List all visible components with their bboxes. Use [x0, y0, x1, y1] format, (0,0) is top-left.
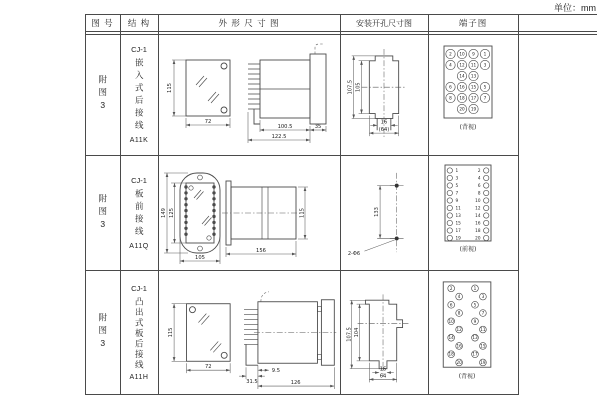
- mounting-drawing-a11q: [340, 157, 428, 270]
- svg-text:13: 13: [472, 335, 478, 341]
- svg-text:15: 15: [470, 84, 477, 90]
- svg-text:11: 11: [470, 62, 477, 68]
- terminal-diagram-a11k: [428, 38, 518, 153]
- svg-text:10: 10: [475, 198, 481, 204]
- svg-text:8: 8: [477, 190, 481, 196]
- structure-row1: [120, 34, 158, 155]
- svg-text:12: 12: [456, 327, 462, 333]
- svg-text:11: 11: [455, 205, 461, 211]
- svg-text:9: 9: [472, 51, 475, 57]
- structure-text-row3: 凸出式板后接线: [134, 296, 145, 371]
- svg-text:20: 20: [456, 359, 462, 365]
- svg-text:5: 5: [483, 84, 487, 90]
- dim-cutout-outer-height: 107.5: [347, 79, 354, 95]
- svg-text:2: 2: [477, 168, 481, 174]
- outline-drawing-a11h: [158, 270, 338, 394]
- svg-text:6: 6: [449, 84, 452, 90]
- code-row1: A11K: [129, 137, 149, 144]
- screw-bottom: [198, 246, 203, 251]
- mounting-hole-top: [395, 184, 399, 188]
- svg-text:8: 8: [449, 95, 452, 101]
- header-outline: 外 形 尺 寸 图: [218, 18, 280, 28]
- svg-text:8: 8: [457, 310, 461, 316]
- terminal-circles: [446, 49, 490, 113]
- dim-front-width: 105: [195, 255, 205, 261]
- structure-text-row1: 嵌入式后接线: [134, 58, 145, 133]
- hatch-marks: [196, 76, 219, 103]
- unit-label: 单位：mm: [554, 3, 596, 13]
- terminal-view-label: (背视): [458, 373, 476, 381]
- terminal-view-label: (背视): [459, 124, 477, 131]
- svg-text:13: 13: [455, 213, 461, 219]
- terminal-diagram-a11h: [428, 270, 518, 394]
- svg-text:6: 6: [449, 302, 453, 308]
- dim-total-depth: 126: [290, 380, 301, 387]
- leader-line: [364, 240, 394, 251]
- hole-spec-label: 2-Φ6: [347, 251, 361, 258]
- model-row1: CJ-1: [131, 45, 147, 54]
- svg-text:4: 4: [457, 294, 461, 300]
- svg-text:16: 16: [475, 220, 481, 226]
- svg-text:20: 20: [475, 235, 481, 241]
- header-mounting: 安装开孔尺寸图: [356, 18, 412, 28]
- svg-text:5: 5: [473, 302, 477, 308]
- svg-text:7: 7: [455, 190, 459, 196]
- svg-text:4: 4: [477, 175, 481, 181]
- svg-text:10: 10: [448, 318, 454, 324]
- svg-text:10: 10: [459, 51, 465, 57]
- structure-row2: [120, 156, 158, 270]
- svg-text:17: 17: [455, 228, 461, 234]
- terminal-fins: [248, 64, 260, 109]
- header-structure: 结 构: [127, 18, 151, 28]
- dim-front-height: 115: [167, 83, 173, 93]
- outline-drawing-a11k: [158, 38, 338, 153]
- dim-slot-width: 16: [379, 366, 387, 373]
- svg-text:15: 15: [480, 343, 486, 349]
- svg-text:1: 1: [473, 285, 477, 291]
- dashed-hook: [261, 292, 269, 302]
- svg-text:15: 15: [455, 220, 461, 226]
- table-right-border: [518, 14, 519, 395]
- svg-text:14: 14: [475, 213, 481, 219]
- dim-outer-height: 149: [161, 208, 167, 218]
- svg-text:16: 16: [459, 84, 465, 90]
- terminal-circles: [448, 285, 486, 366]
- svg-text:19: 19: [455, 235, 461, 241]
- svg-text:17: 17: [472, 351, 478, 357]
- svg-text:2: 2: [449, 285, 453, 291]
- mounting-drawing-a11h: [340, 270, 428, 394]
- dim-cutout-width: 64: [379, 373, 387, 380]
- terminal-fins: [244, 310, 258, 345]
- svg-text:2: 2: [449, 51, 452, 57]
- fig-no-row1: 附图3: [97, 75, 108, 114]
- dim-front-width: 72: [204, 119, 212, 125]
- structure-text-row2: 板前接线: [134, 189, 145, 239]
- svg-text:18: 18: [448, 351, 454, 357]
- svg-text:14: 14: [448, 335, 454, 341]
- model-row2: CJ-1: [131, 176, 147, 185]
- mounting-hole-bottom: [395, 236, 399, 240]
- dim-panel-offset: 9.5: [271, 368, 280, 375]
- dim-cutout-inner-height: 105: [355, 82, 362, 93]
- dim-front-height: 115: [168, 327, 175, 338]
- terminal-diagram-a11q: [428, 157, 518, 270]
- svg-text:6: 6: [477, 183, 481, 189]
- svg-text:18: 18: [475, 228, 481, 234]
- terminal-circles: [447, 168, 489, 241]
- code-row2: A11Q: [129, 243, 149, 250]
- header-terminal: 端子图: [458, 18, 488, 28]
- svg-text:7: 7: [483, 95, 487, 101]
- svg-text:16: 16: [456, 343, 462, 349]
- mounting-drawing-a11k: [340, 38, 428, 153]
- dim-flange-depth: 35: [314, 124, 322, 130]
- dim-cutout-outer-height: 107.5: [346, 327, 353, 342]
- outline-drawing-a11q: [158, 157, 338, 270]
- svg-text:9: 9: [473, 318, 477, 324]
- svg-text:18: 18: [459, 95, 465, 101]
- dim-inner-height: 125: [169, 208, 175, 218]
- dim-hole-span: 133: [374, 207, 381, 217]
- svg-text:19: 19: [480, 359, 486, 365]
- svg-text:3: 3: [481, 294, 485, 300]
- hatch-marks: [194, 190, 212, 226]
- svg-text:12: 12: [459, 62, 465, 68]
- svg-text:1: 1: [455, 168, 459, 174]
- code-row3: A11H: [129, 374, 149, 382]
- svg-text:3: 3: [455, 175, 459, 181]
- fig-no-row3: 附图3: [97, 313, 108, 352]
- svg-text:5: 5: [455, 183, 459, 189]
- dim-slot-width: 16: [380, 119, 388, 126]
- svg-text:11: 11: [480, 327, 486, 333]
- header-bottom-border-2: [85, 34, 597, 35]
- dim-cutout-inner-height: 104: [354, 327, 361, 338]
- svg-text:3: 3: [483, 62, 487, 68]
- dim-total-depth: 122.5: [271, 134, 287, 140]
- table-bottom-border: [85, 394, 518, 395]
- dim-front-width: 72: [205, 364, 212, 371]
- fig-no-row2: 附图3: [97, 193, 108, 233]
- dim-body-height: 115: [299, 208, 306, 218]
- dim-fin-depth: 31.5: [246, 379, 258, 386]
- svg-text:17: 17: [470, 95, 477, 101]
- svg-text:19: 19: [470, 106, 477, 112]
- svg-text:13: 13: [470, 73, 477, 79]
- dim-cutout-width: (64): [378, 127, 390, 134]
- svg-text:1: 1: [483, 51, 487, 57]
- svg-text:4: 4: [449, 62, 452, 68]
- hatch-marks: [198, 314, 221, 353]
- svg-text:14: 14: [459, 73, 465, 79]
- header-fig-no: 图 号: [91, 18, 114, 28]
- terminal-view-label: (前视): [459, 246, 477, 253]
- model-row3: CJ-1: [131, 283, 147, 293]
- dashed-hook: [315, 44, 324, 54]
- svg-text:12: 12: [475, 205, 481, 211]
- dim-body-depth: 100.5: [277, 124, 293, 130]
- structure-row3: [120, 271, 158, 394]
- header-bottom-border-1: [85, 31, 597, 32]
- svg-text:7: 7: [481, 310, 485, 316]
- svg-text:20: 20: [459, 106, 465, 112]
- svg-text:9: 9: [455, 198, 459, 204]
- screw-top: [198, 175, 203, 180]
- dim-total-depth: 156: [256, 248, 266, 254]
